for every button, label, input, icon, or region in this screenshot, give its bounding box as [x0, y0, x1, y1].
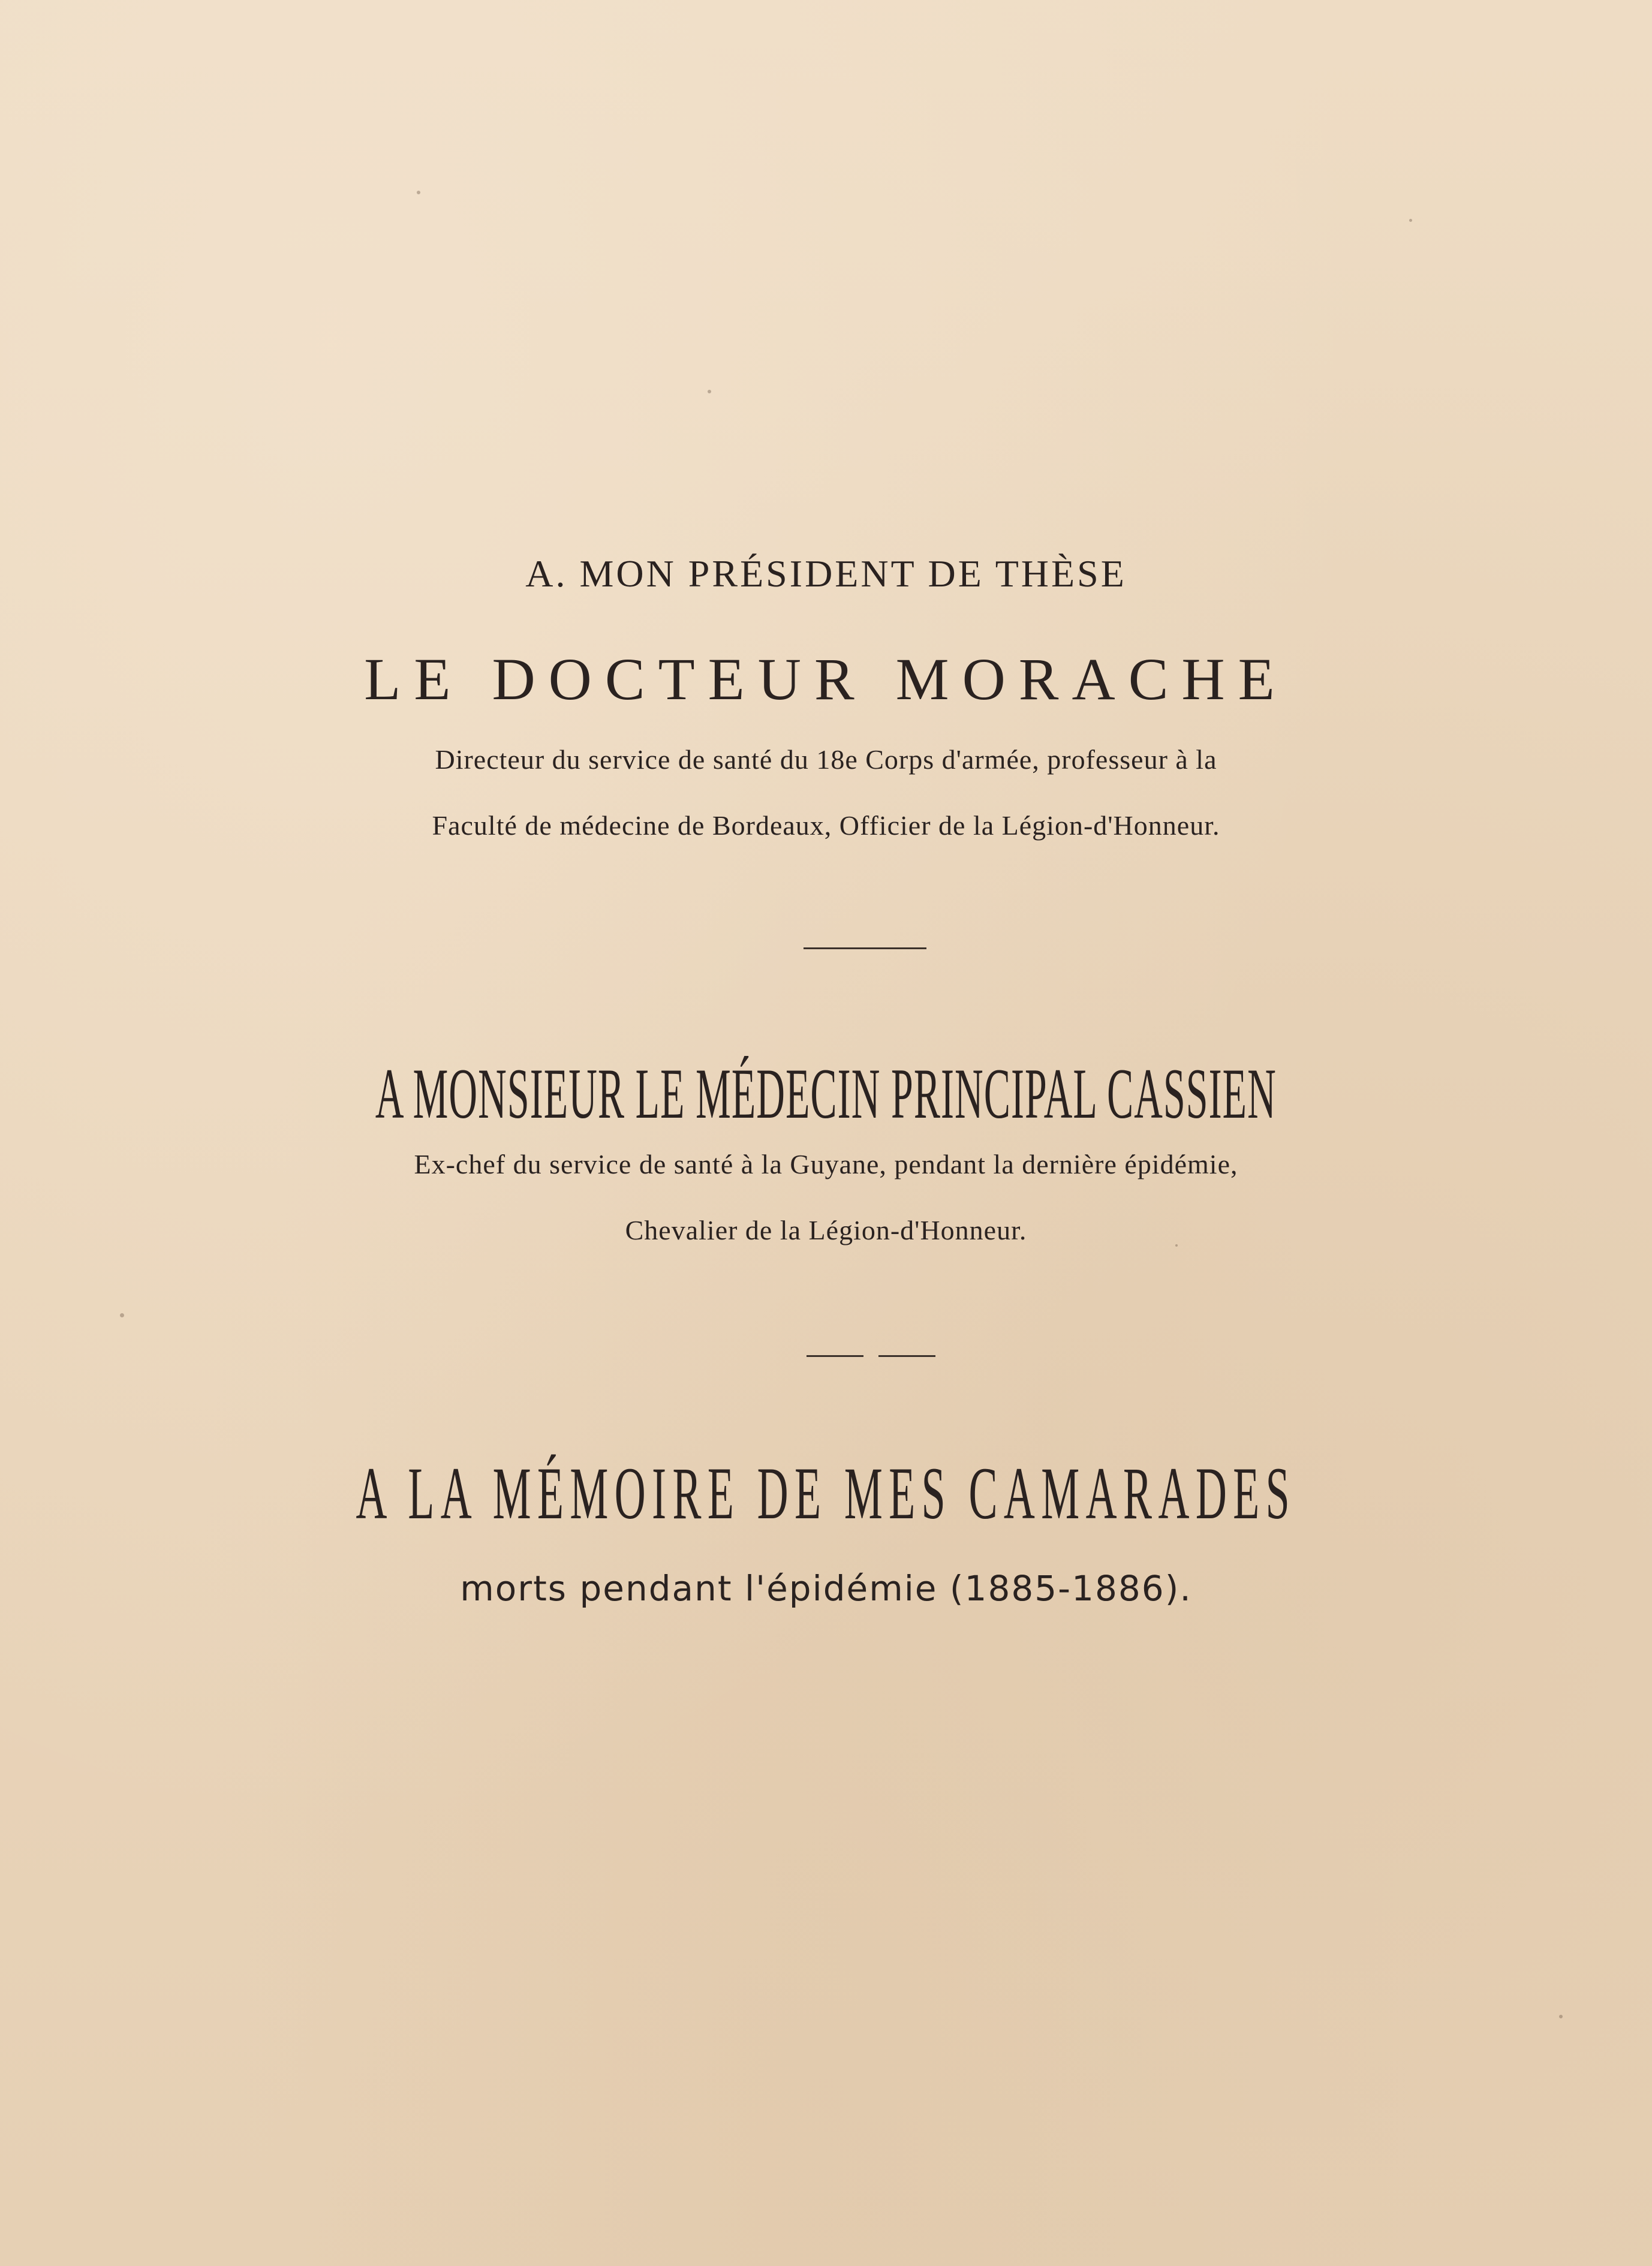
dedication-2-name: A MONSIEUR LE MÉDECIN PRINCIPAL CASSIEN: [375, 1054, 1277, 1133]
separator-rule-right: [878, 1355, 935, 1357]
dedication-1-line-2: Faculté de médecine de Bordeaux, Officier de la Légion-d'Honneur.: [432, 810, 1220, 841]
paper-speck: [120, 1313, 124, 1317]
paper-speck: [708, 390, 711, 393]
dedication-1-line-1: Directeur du service de santé du 18e Corps d'armée, professeur à la: [435, 744, 1217, 775]
dedication-1-heading: A. MON PRÉSIDENT DE THÈSE: [525, 552, 1127, 595]
dedication-3-line-1: morts pendant l'épidémie (1885-1886).: [460, 1568, 1192, 1609]
separator-rule: [804, 947, 926, 949]
paper-speck: [1409, 219, 1412, 222]
dedication-2-line-2: Chevalier de la Légion-d'Honneur.: [625, 1215, 1027, 1245]
paper-speck: [1559, 2015, 1563, 2018]
dedication-2-line-1: Ex-chef du service de santé à la Guyane, pendant la dernière épidémie,: [414, 1149, 1238, 1179]
paper-speck: [417, 191, 420, 194]
dedication-3-name: A LA MÉMOIRE DE MES CAMARADES: [356, 1452, 1296, 1534]
separator-rule-left: [807, 1355, 863, 1357]
dedication-2-name-row: [0, 1052, 1652, 1135]
dedication-1-name: LE DOCTEUR MORACHE: [364, 646, 1288, 712]
dedication-3-name-row: [0, 1451, 1652, 1536]
paper-speck: [1175, 1244, 1178, 1247]
